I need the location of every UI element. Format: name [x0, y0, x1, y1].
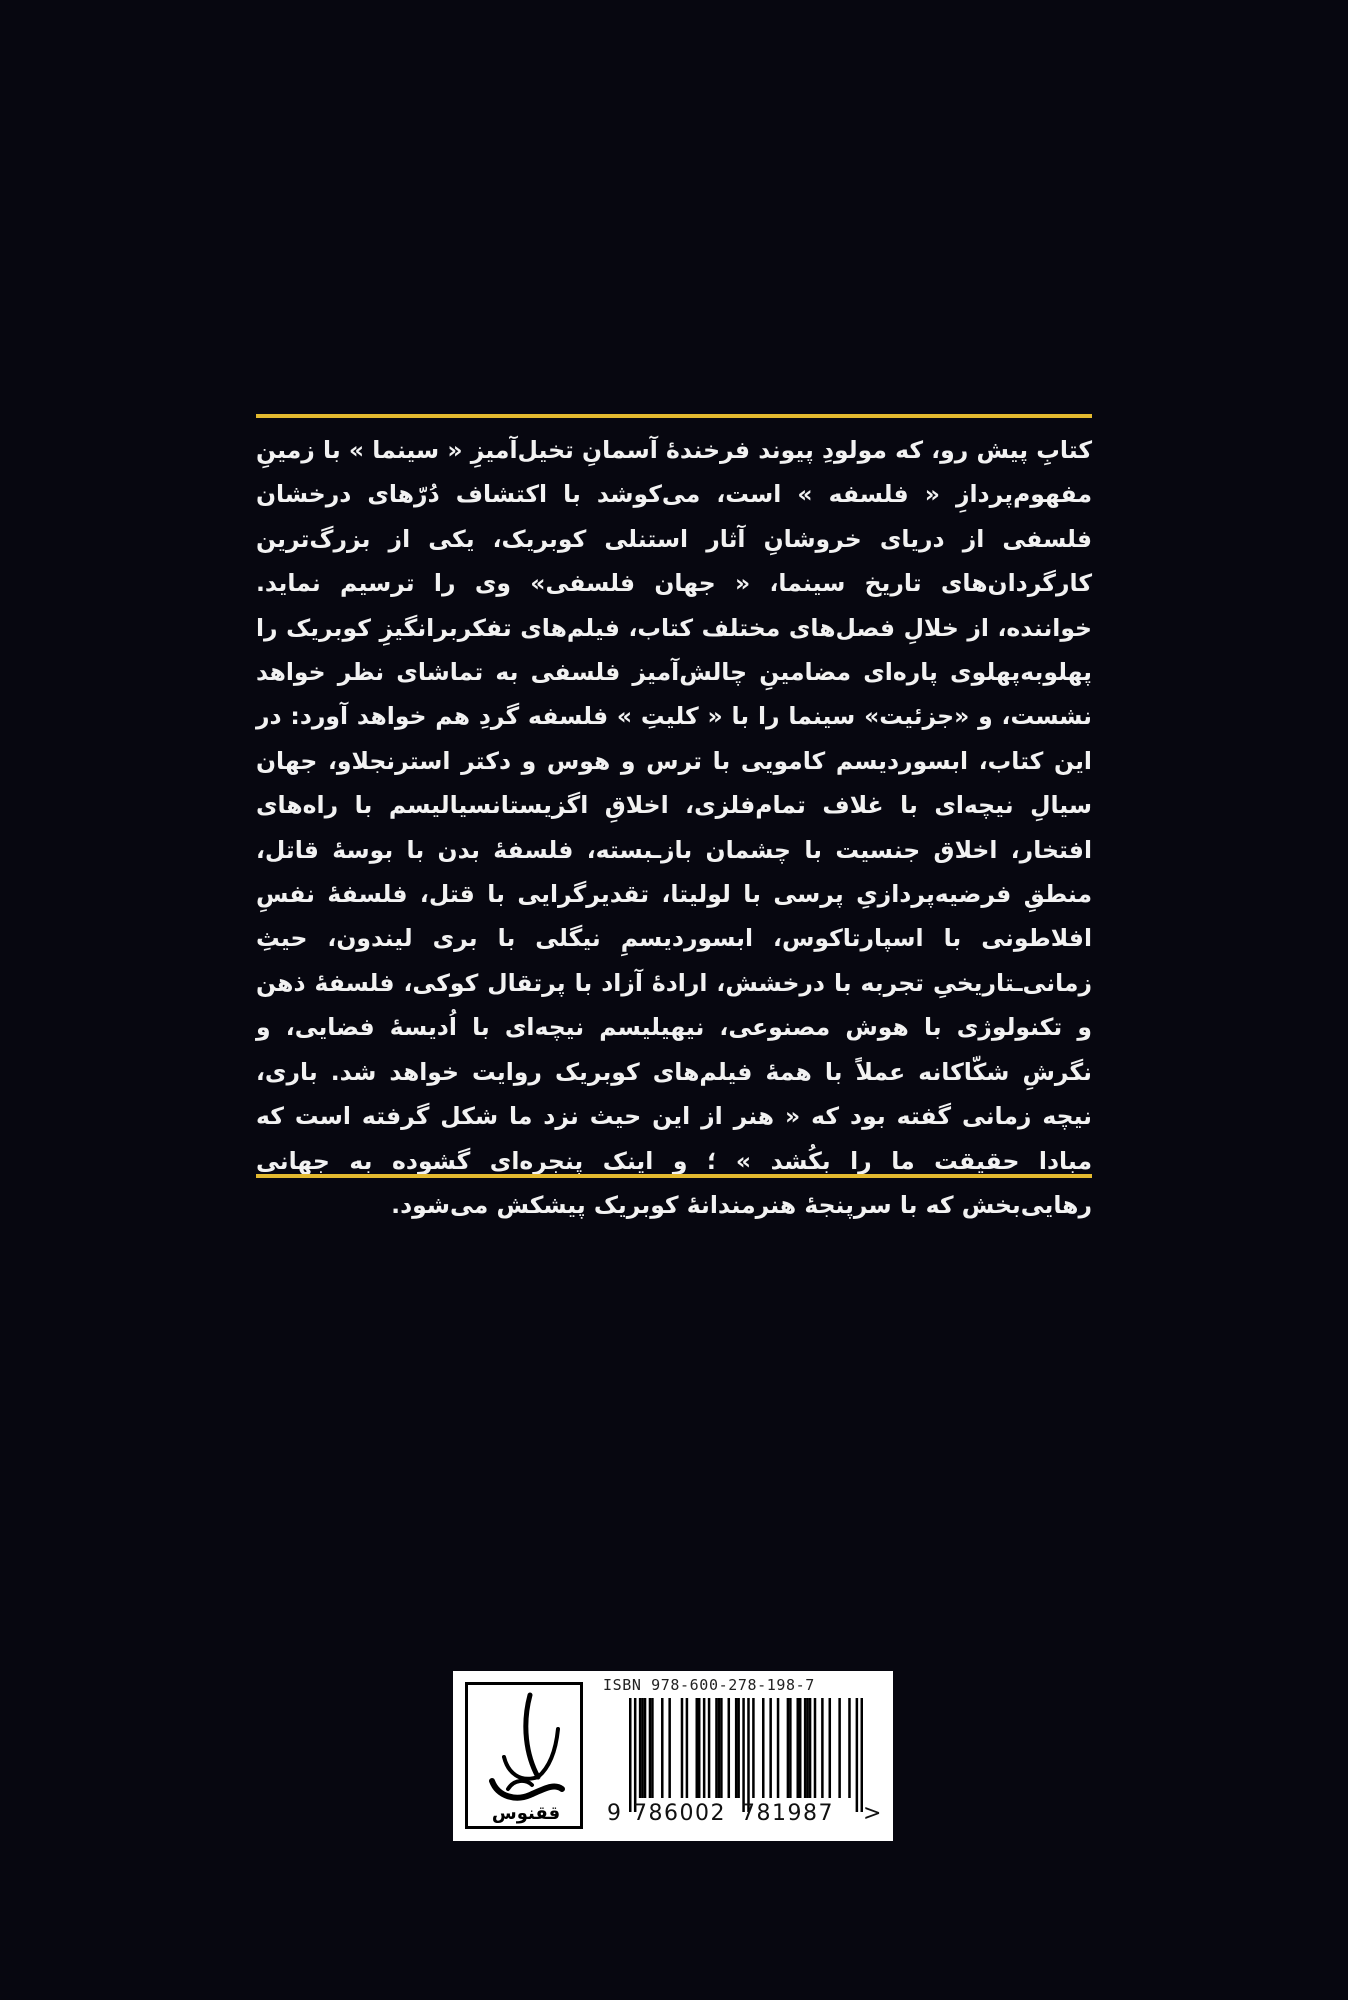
publisher-wordmark-text — [468, 1685, 580, 1826]
barcode-bar — [747, 1698, 750, 1812]
publisher-logo — [465, 1682, 583, 1829]
barcode-bar — [789, 1698, 792, 1798]
barcode-bar — [814, 1698, 817, 1798]
barcode-bar — [728, 1698, 731, 1798]
barcode-bar — [720, 1698, 723, 1798]
barcode-left-digits: 786002 — [633, 1801, 726, 1826]
barcode-bar — [641, 1698, 644, 1798]
svg-text:ققنوس: ققنوس — [491, 1803, 561, 1824]
back-cover-blurb: کتابِ پیش رو، که مولودِ پیوند فرخندهٔ آسمانِ تخیل‌آمیزِ « سینما » با زمینِ مفهوم‌پردازِ « فلسفه » است، می‌کوشد با اکتشاف دُرّهای درخشان فلسفی از دریای خروشانِ آثار استنلی کوبریک، یکی از بزرگ‌ترین کارگردان‌های تاریخ سینما، « جهان فلسفی» وی را ترسیم نماید. خواننده، از خلالِ فصل‌های مختلف کتاب، فیلم‌های تفکربرانگیزِ کوبریک را پهلوبه‌پهلوی پاره‌ای مضامینِ چالش‌آمیز فلسفی به تماشای نظر خواهد نشست، و «جزئیت» سینما را با « کلیتِ » فلسفه گردِ هم خواهد آورد: در این کتاب، ابسوردیسم کامویی با ترس و هوس و دکتر استرنجلاو، جهان سیالِ نیچه‌ای با غلاف تمام‌فلزی، اخلاقِ اگزیستانسیالیسم با راه‌های افتخار، اخلاق جنسیت با چشمان بازـبسته، فلسفهٔ بدن با بوسهٔ قاتل، منطقِ فرضیه‌پردازیِ پرسی با لولیتا، تقدیرگرایی با قتل، فلسفهٔ نفسِ افلاطونی با اسپارتاکوس، ابسوردیسمِ نیگلی با بری لیندون، حیثِ زمانی‌ـتاریخیِ تجربه با درخشش، ارادهٔ آزاد با پرتقال کوکی، فلسفهٔ ذهن و تکنولوژی با هوش مصنوعی، نیهیلیسم نیچه‌ای با اُدیسهٔ فضایی، و نگرشِ شکّاکانه عملاً با همهٔ فیلم‌های کوبریک روایت خواهد شد. باری، نیچه زمانی گفته بود که « هنر از این حیث نزد ما شکل گرفته است که مبادا حقیقت ما را بکُشد » ؛ و اینک پنجره‌ای گشوده به جهانی رهایی‌بخش که با سرپنجهٔ هنرمندانهٔ کوبریک پیشکش می‌شود. — [256, 436, 1092, 1219]
barcode-bars — [629, 1698, 863, 1812]
barcode-bar — [644, 1698, 647, 1798]
barcode-quiet-zone-arrow: > — [863, 1801, 882, 1826]
barcode-bar — [856, 1698, 859, 1812]
barcode-bar — [696, 1698, 699, 1798]
barcode-bar — [634, 1698, 637, 1812]
barcode-bar — [737, 1698, 740, 1798]
bottom-gold-divider — [256, 1174, 1092, 1178]
barcode-bar — [809, 1698, 812, 1798]
barcode-bar — [639, 1698, 642, 1798]
barcode-bar — [838, 1698, 841, 1798]
barcode-bar — [681, 1698, 684, 1798]
barcode-bar — [649, 1698, 652, 1798]
barcode-bar — [718, 1698, 721, 1798]
barcode-bar — [777, 1698, 780, 1798]
barcode-bar — [787, 1698, 790, 1798]
barcode-bar — [796, 1698, 799, 1798]
barcode-bar — [762, 1698, 765, 1798]
barcode-bar — [829, 1698, 832, 1798]
barcode-bar — [668, 1698, 671, 1798]
barcode-right-digits: 781987 — [741, 1801, 834, 1826]
barcode-bar — [686, 1698, 689, 1798]
barcode-bar — [735, 1698, 738, 1798]
barcode-bar — [703, 1698, 706, 1798]
barcode-bar — [629, 1698, 632, 1812]
barcode-bar — [708, 1698, 711, 1798]
isbn-barcode-label — [453, 1671, 893, 1841]
barcode-bar — [861, 1698, 863, 1812]
barcode-bar — [661, 1698, 664, 1798]
barcode-bar — [651, 1698, 654, 1798]
barcode-bar — [715, 1698, 718, 1798]
barcode-bar — [804, 1698, 807, 1798]
isbn-number-text: ISBN 978-600-278-198-7 — [603, 1676, 815, 1694]
barcode-bar — [698, 1698, 701, 1798]
barcode-bar — [769, 1698, 772, 1798]
barcode-bar — [848, 1698, 851, 1798]
barcode-first-digit: 9 — [607, 1801, 621, 1826]
barcode-bar — [752, 1698, 755, 1798]
top-gold-divider — [256, 414, 1092, 418]
barcode-bar — [821, 1698, 824, 1798]
barcode-bar — [799, 1698, 802, 1798]
barcode-bar — [742, 1698, 745, 1812]
barcode-bar — [806, 1698, 809, 1798]
